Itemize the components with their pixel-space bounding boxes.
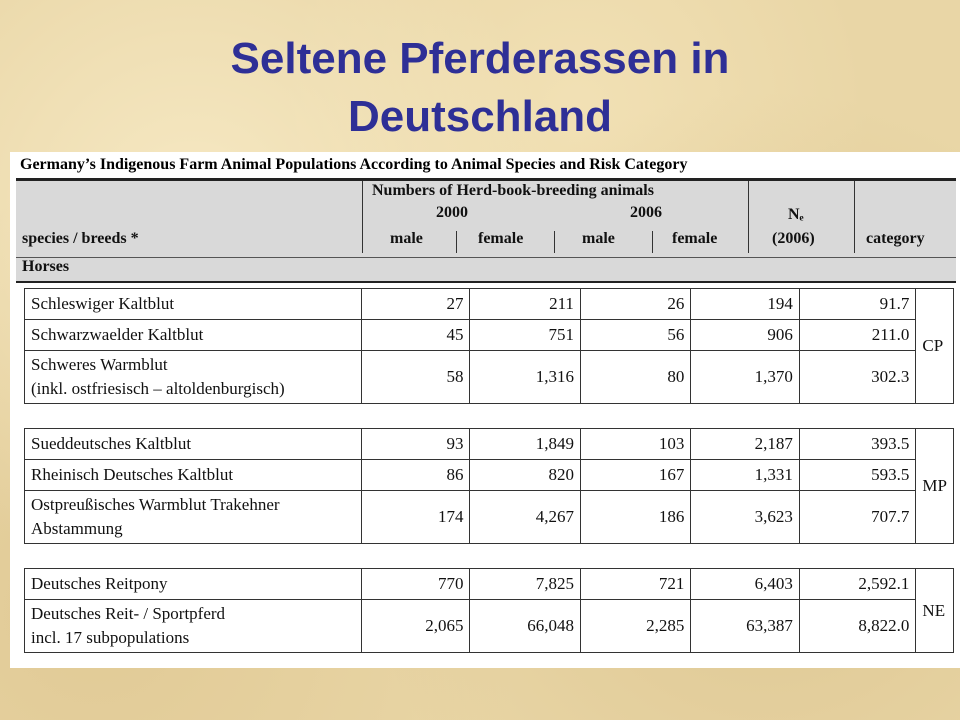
breed-name-line1: Deutsches Reitpony [31,574,168,593]
female-2006-cell: 1,370 [691,351,800,404]
female-2006-cell: 2,187 [691,429,800,460]
male-2006-cell: 186 [580,491,690,544]
male-2006-cell: 56 [580,320,690,351]
breeds-table [24,288,954,653]
male-2000-cell: 174 [362,491,470,544]
male-2000-cell: 27 [362,289,470,320]
female-2000-cell: 751 [470,320,581,351]
male-2006-cell: 103 [580,429,690,460]
male-2006-cell: 80 [580,351,690,404]
ne-value-cell: 91.7 [799,289,916,320]
ne-value-cell: 302.3 [799,351,916,404]
female-2000-cell: 7,825 [470,569,581,600]
breed-name [25,491,362,544]
year-2006: 2006 [630,204,662,221]
breed-name [25,429,362,460]
category-cell: NE [916,569,954,653]
breed-name-line1: Ostpreußisches Warmblut Trakehner [31,495,280,514]
table-row [25,289,954,320]
female-2006-cell: 3,623 [691,491,800,544]
category-header: category [866,230,925,247]
female-2006-cell: 63,387 [691,600,800,653]
female-2006-cell: 6,403 [691,569,800,600]
ne-value-cell: 593.5 [799,460,916,491]
slide-title-line2: Deutschland [347,92,613,141]
breed-name-line1: Sueddeutsches Kaltblut [31,434,192,453]
male-2006-header: male [582,230,615,247]
ne-value-cell: 393.5 [799,429,916,460]
slide-title [0,30,960,146]
female-2000-cell: 820 [470,460,581,491]
numbers-label: Numbers of Herd-book-breeding animals [372,182,654,199]
breed-name-line1: Schwarzwaelder Kaltblut [31,325,204,344]
female-2006-header: female [672,230,718,247]
breed-name [25,320,362,351]
separator-cell [25,544,954,569]
separator-cell [25,404,954,429]
female-2000-cell: 4,267 [470,491,581,544]
ne-value-cell: 707.7 [799,491,916,544]
female-2000-header: female [478,230,524,247]
year-2000: 2000 [436,204,468,221]
group-separator [25,544,954,569]
male-2006-cell: 721 [580,569,690,600]
female-2006-cell: 1,331 [691,460,800,491]
male-2006-cell: 2,285 [580,600,690,653]
ne-value-cell: 2,592.1 [799,569,916,600]
breed-name [25,600,362,653]
table-row [25,491,954,544]
male-2000-cell: 2,065 [362,600,470,653]
table-row [25,429,954,460]
female-2000-cell: 211 [470,289,581,320]
breed-name-line1: Deutsches Reit- / Sportpferd [31,604,226,623]
breed-name-line2: incl. 17 subpopulations [31,628,190,647]
table-caption: Germany’s Indigenous Farm Animal Populations According to Animal Species and Risk Category [20,156,688,173]
male-2006-cell: 26 [580,289,690,320]
table-row [25,351,954,404]
category-cell: MP [916,429,954,544]
female-2006-cell: 906 [691,320,800,351]
male-2000-cell: 86 [362,460,470,491]
breed-name-line1: Schleswiger Kaltblut [31,294,175,313]
breed-name-line1: Schweres Warmblut [31,355,168,374]
section-row [16,257,956,282]
female-2006-cell: 194 [691,289,800,320]
male-2006-cell: 167 [580,460,690,491]
male-2000-cell: 58 [362,351,470,404]
group-separator [25,404,954,429]
table-row [25,600,954,653]
ne-value-cell: 211.0 [799,320,916,351]
male-2000-cell: 93 [362,429,470,460]
table-row [25,569,954,600]
ne-header: Nₑ [788,206,804,223]
female-2000-cell: 1,316 [470,351,581,404]
category-cell: CP [916,289,954,404]
section-horses: Horses [22,258,70,275]
slide-title-line1: Seltene Pferderassen in [230,34,730,83]
scanned-table [10,152,960,668]
breed-name [25,351,362,404]
male-2000-header: male [390,230,423,247]
table-row [25,320,954,351]
breed-name-line2: Abstammung [31,519,123,538]
ne-value-cell: 8,822.0 [799,600,916,653]
table-row [25,460,954,491]
ne-year-header: (2006) [772,230,815,247]
breed-name [25,289,362,320]
male-2000-cell: 45 [362,320,470,351]
female-2000-cell: 1,849 [470,429,581,460]
breed-name [25,569,362,600]
male-2000-cell: 770 [362,569,470,600]
species-header: species / breeds * [22,230,139,247]
breed-name-line2: (inkl. ostfriesisch – altoldenburgisch) [31,379,285,398]
female-2000-cell: 66,048 [470,600,581,653]
breed-name [25,460,362,491]
breed-name-line1: Rheinisch Deutsches Kaltblut [31,465,234,484]
